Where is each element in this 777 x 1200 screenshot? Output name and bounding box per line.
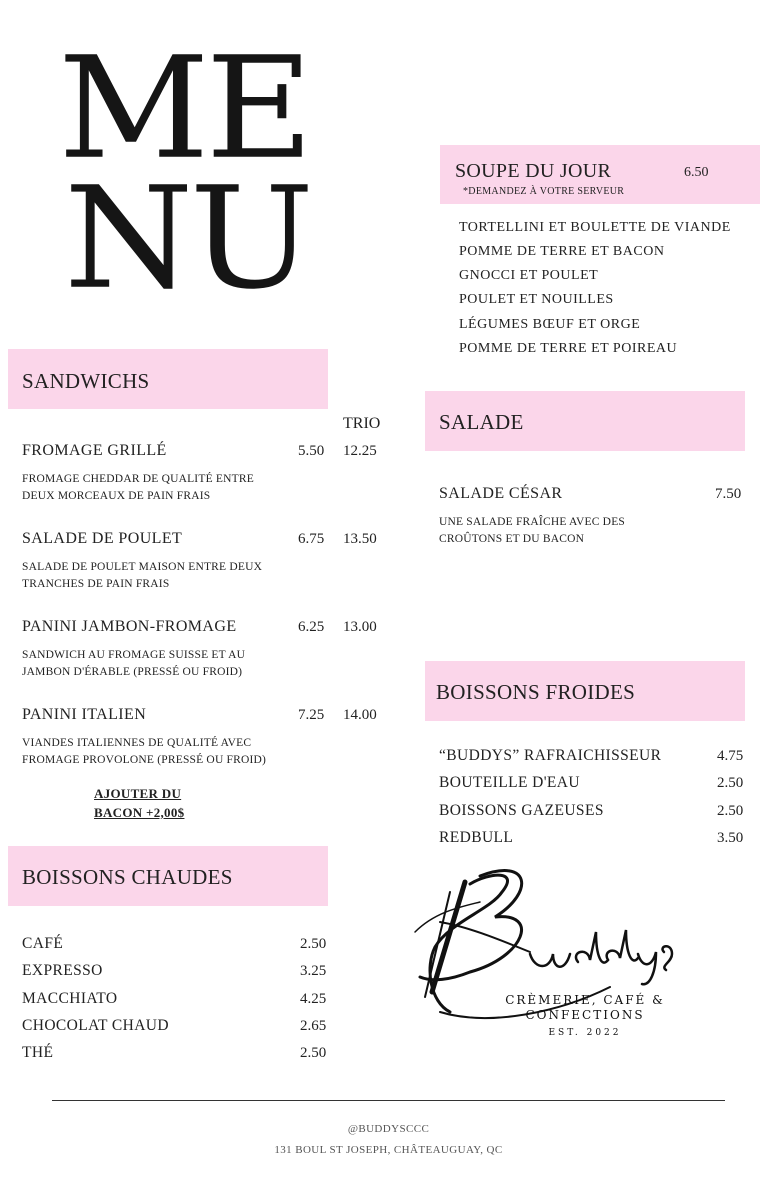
- salad-desc: CROÛTONS ET DU BACON: [439, 533, 585, 545]
- salad-price: 7.50: [715, 486, 742, 502]
- footer-divider: [52, 1100, 725, 1101]
- logo-line1: CRÈMERIE, CAFÉ &: [505, 993, 665, 1007]
- sandwich-desc: FROMAGE CHEDDAR DE QUALITÉ ENTRE: [22, 473, 254, 485]
- sandwich-desc: DEUX MORCEAUX DE PAIN FRAIS: [22, 490, 211, 502]
- logo-line3: EST. 2022: [548, 1028, 622, 1038]
- sandwich-heading: SANDWICHS: [22, 369, 150, 393]
- sandwich-desc: FROMAGE PROVOLONE (PRESSÉ OU FROID): [22, 754, 267, 766]
- logo-line2: CONFECTIONS: [525, 1008, 645, 1022]
- trio-label: TRIO: [343, 415, 381, 432]
- hot-drink-price: 2.50: [300, 1045, 327, 1061]
- hot-drink-price: 4.25: [300, 991, 327, 1007]
- cold-drink-name: REDBULL: [439, 829, 514, 846]
- cold-drink-price: 4.75: [717, 748, 744, 764]
- sandwich-name: PANINI JAMBON-FROMAGE: [22, 618, 237, 635]
- sandwich-price: 6.75: [298, 531, 325, 547]
- soup-price: 6.50: [684, 165, 709, 180]
- cold-drink-price: 2.50: [717, 775, 744, 791]
- sandwich-trio-price: 13.50: [343, 531, 377, 547]
- cold-drink-name: BOUTEILLE D'EAU: [439, 774, 580, 791]
- hot-drink-name: CAFÉ: [22, 935, 64, 952]
- menu-title-line1: ME: [58, 26, 310, 190]
- soup-note: *DEMANDEZ À VOTRE SERVEUR: [463, 186, 625, 197]
- salad-desc: UNE SALADE FRAÎCHE AVEC DES: [439, 516, 626, 528]
- sandwich-price: 5.50: [298, 443, 325, 459]
- sandwich-trio-price: 13.00: [343, 619, 377, 635]
- sandwich-name: PANINI ITALIEN: [22, 706, 147, 723]
- soup-item: POMME DE TERRE ET BACON: [459, 244, 665, 259]
- cold-drink-name: “BUDDYS” RAFRAICHISSEUR: [439, 747, 662, 764]
- hot-drink-name: CHOCOLAT CHAUD: [22, 1017, 169, 1034]
- sandwich-name: SALADE DE POULET: [22, 530, 183, 547]
- cold-drink-price: 3.50: [717, 830, 744, 846]
- menu-title-line2: NU: [64, 156, 311, 320]
- salad-heading: SALADE: [439, 410, 524, 434]
- footer-address: 131 BOUL ST JOSEPH, CHÂTEAUGUAY, QC: [274, 1144, 503, 1156]
- sandwich-desc: SALADE DE POULET MAISON ENTRE DEUX: [22, 561, 263, 573]
- add-bacon-line1: AJOUTER DU: [94, 786, 182, 801]
- soup-item: POULET ET NOUILLES: [459, 292, 614, 307]
- hot-drink-price: 2.50: [300, 936, 327, 952]
- footer-handle: @BUDDYSCCC: [347, 1123, 430, 1135]
- soup-item: LÉGUMES BŒUF ET ORGE: [459, 317, 641, 332]
- sandwich-desc: VIANDES ITALIENNES DE QUALITÉ AVEC: [22, 737, 252, 749]
- hot-drink-name: MACCHIATO: [22, 990, 118, 1007]
- sandwich-desc: TRANCHES DE PAIN FRAIS: [22, 578, 170, 590]
- soup-item: TORTELLINI ET BOULETTE DE VIANDE: [459, 220, 731, 235]
- sandwich-name: FROMAGE GRILLÉ: [22, 442, 167, 459]
- sandwich-price: 7.25: [298, 707, 325, 723]
- cold-drink-price: 2.50: [717, 803, 744, 819]
- cold-drink-name: BOISSONS GAZEUSES: [439, 802, 604, 819]
- add-bacon-line2: BACON +2,00$: [94, 805, 185, 820]
- sandwich-desc: JAMBON D'ÉRABLE (PRESSÉ OU FROID): [22, 666, 243, 678]
- soup-heading: SOUPE DU JOUR: [455, 160, 612, 182]
- cold-drinks-heading: BOISSONS FROIDES: [436, 680, 636, 704]
- logo-script-text: Buddys: [410, 862, 414, 863]
- salad-name: SALADE CÉSAR: [439, 485, 563, 502]
- sandwich-trio-price: 12.25: [343, 443, 377, 459]
- hot-drinks-heading: BOISSONS CHAUDES: [22, 865, 233, 889]
- hot-drink-name: THÉ: [22, 1044, 54, 1061]
- sandwich-price: 6.25: [298, 619, 325, 635]
- hot-drink-price: 3.25: [300, 963, 327, 979]
- hot-drink-name: EXPRESSO: [22, 962, 103, 979]
- soup-item: GNOCCI ET POULET: [459, 268, 599, 283]
- hot-drink-price: 2.65: [300, 1018, 327, 1034]
- sandwich-desc: SANDWICH AU FROMAGE SUISSE ET AU: [22, 649, 246, 661]
- soup-item: POMME DE TERRE ET POIREAU: [459, 341, 678, 356]
- sandwich-trio-price: 14.00: [343, 707, 377, 723]
